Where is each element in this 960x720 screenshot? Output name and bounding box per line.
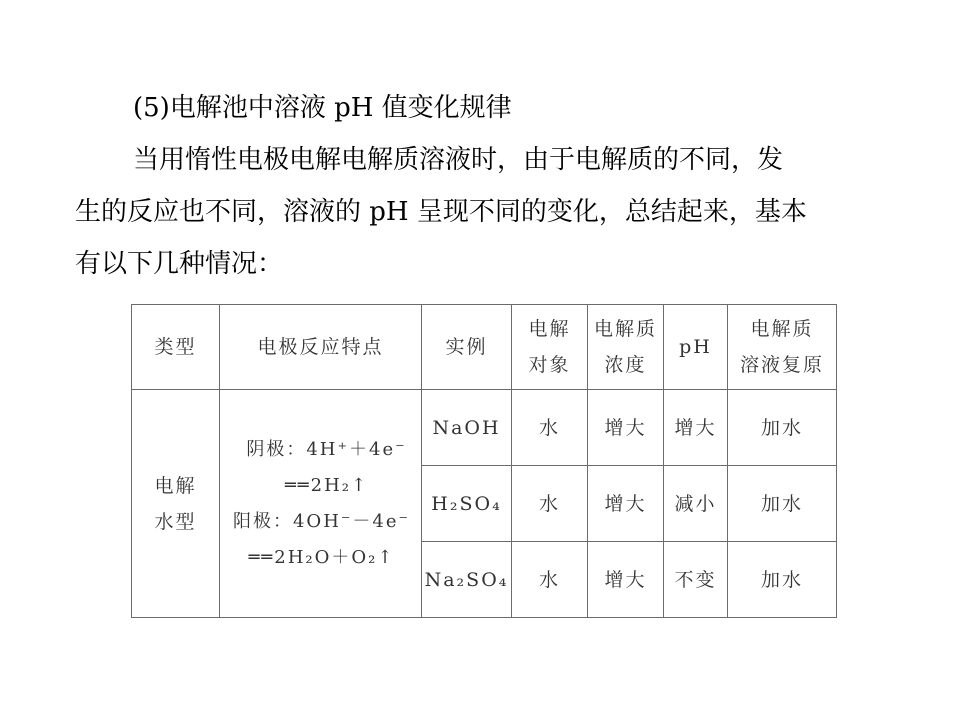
header-example: 实例 <box>422 305 512 390</box>
header-target <box>512 305 588 390</box>
restore-cell: 加水 <box>728 390 837 466</box>
type-line1: 电解 <box>154 474 197 497</box>
example-cell: Na₂SO₄ <box>422 542 512 618</box>
header-conc-line1: 电解质 <box>593 318 657 340</box>
header-target-line2: 对象 <box>528 354 571 376</box>
intro-line: 当用惰性电极电解电解质溶液时，由于电解质的不同，发 <box>133 145 784 175</box>
header-reaction: 电极反应特点 <box>220 305 422 390</box>
header-restore-line2: 溶液复原 <box>739 354 824 376</box>
example-cell: NaOH <box>422 390 512 466</box>
type-line2: 水型 <box>154 510 197 533</box>
header-conc-line2: 浓度 <box>604 354 647 376</box>
ph-cell: 增大 <box>664 390 728 466</box>
intro-line: 有以下几种情况： <box>75 249 284 279</box>
header-concentration <box>588 305 664 390</box>
concentration-cell: 增大 <box>588 466 664 542</box>
example-cell: H₂SO₄ <box>422 466 512 542</box>
reaction-cell <box>220 390 422 618</box>
target-cell: 水 <box>512 542 588 618</box>
header-restore-line1: 电解质 <box>750 318 814 340</box>
concentration-cell: 增大 <box>588 390 664 466</box>
cathode-reaction: 阴极：4H⁺＋4e⁻ <box>246 438 407 460</box>
restore-cell: 加水 <box>728 542 837 618</box>
header-restore <box>728 305 837 390</box>
section-heading: (5)电解池中溶液 pH 值变化规律 <box>133 93 512 123</box>
ph-cell: 减小 <box>664 466 728 542</box>
target-cell: 水 <box>512 390 588 466</box>
target-cell: 水 <box>512 466 588 542</box>
intro-line: 生的反应也不同，溶液的 pH 呈现不同的变化，总结起来，基本 <box>75 197 807 227</box>
cathode-product: ══2H₂↑ <box>284 474 369 496</box>
restore-cell: 加水 <box>728 466 837 542</box>
intro-paragraph <box>75 134 905 290</box>
concentration-cell: 增大 <box>588 542 664 618</box>
ph-cell: 不变 <box>664 542 728 618</box>
header-ph: pH <box>664 305 728 390</box>
header-type: 类型 <box>132 305 220 390</box>
type-cell <box>132 390 220 618</box>
table-row <box>132 390 837 466</box>
table-header-row <box>132 305 837 390</box>
header-target-line1: 电解 <box>528 318 571 340</box>
electrolysis-table <box>131 304 837 618</box>
anode-reaction: 阳极：4OH⁻－4e⁻ <box>232 510 410 532</box>
anode-product: ══2H₂O＋O₂↑ <box>248 546 395 568</box>
